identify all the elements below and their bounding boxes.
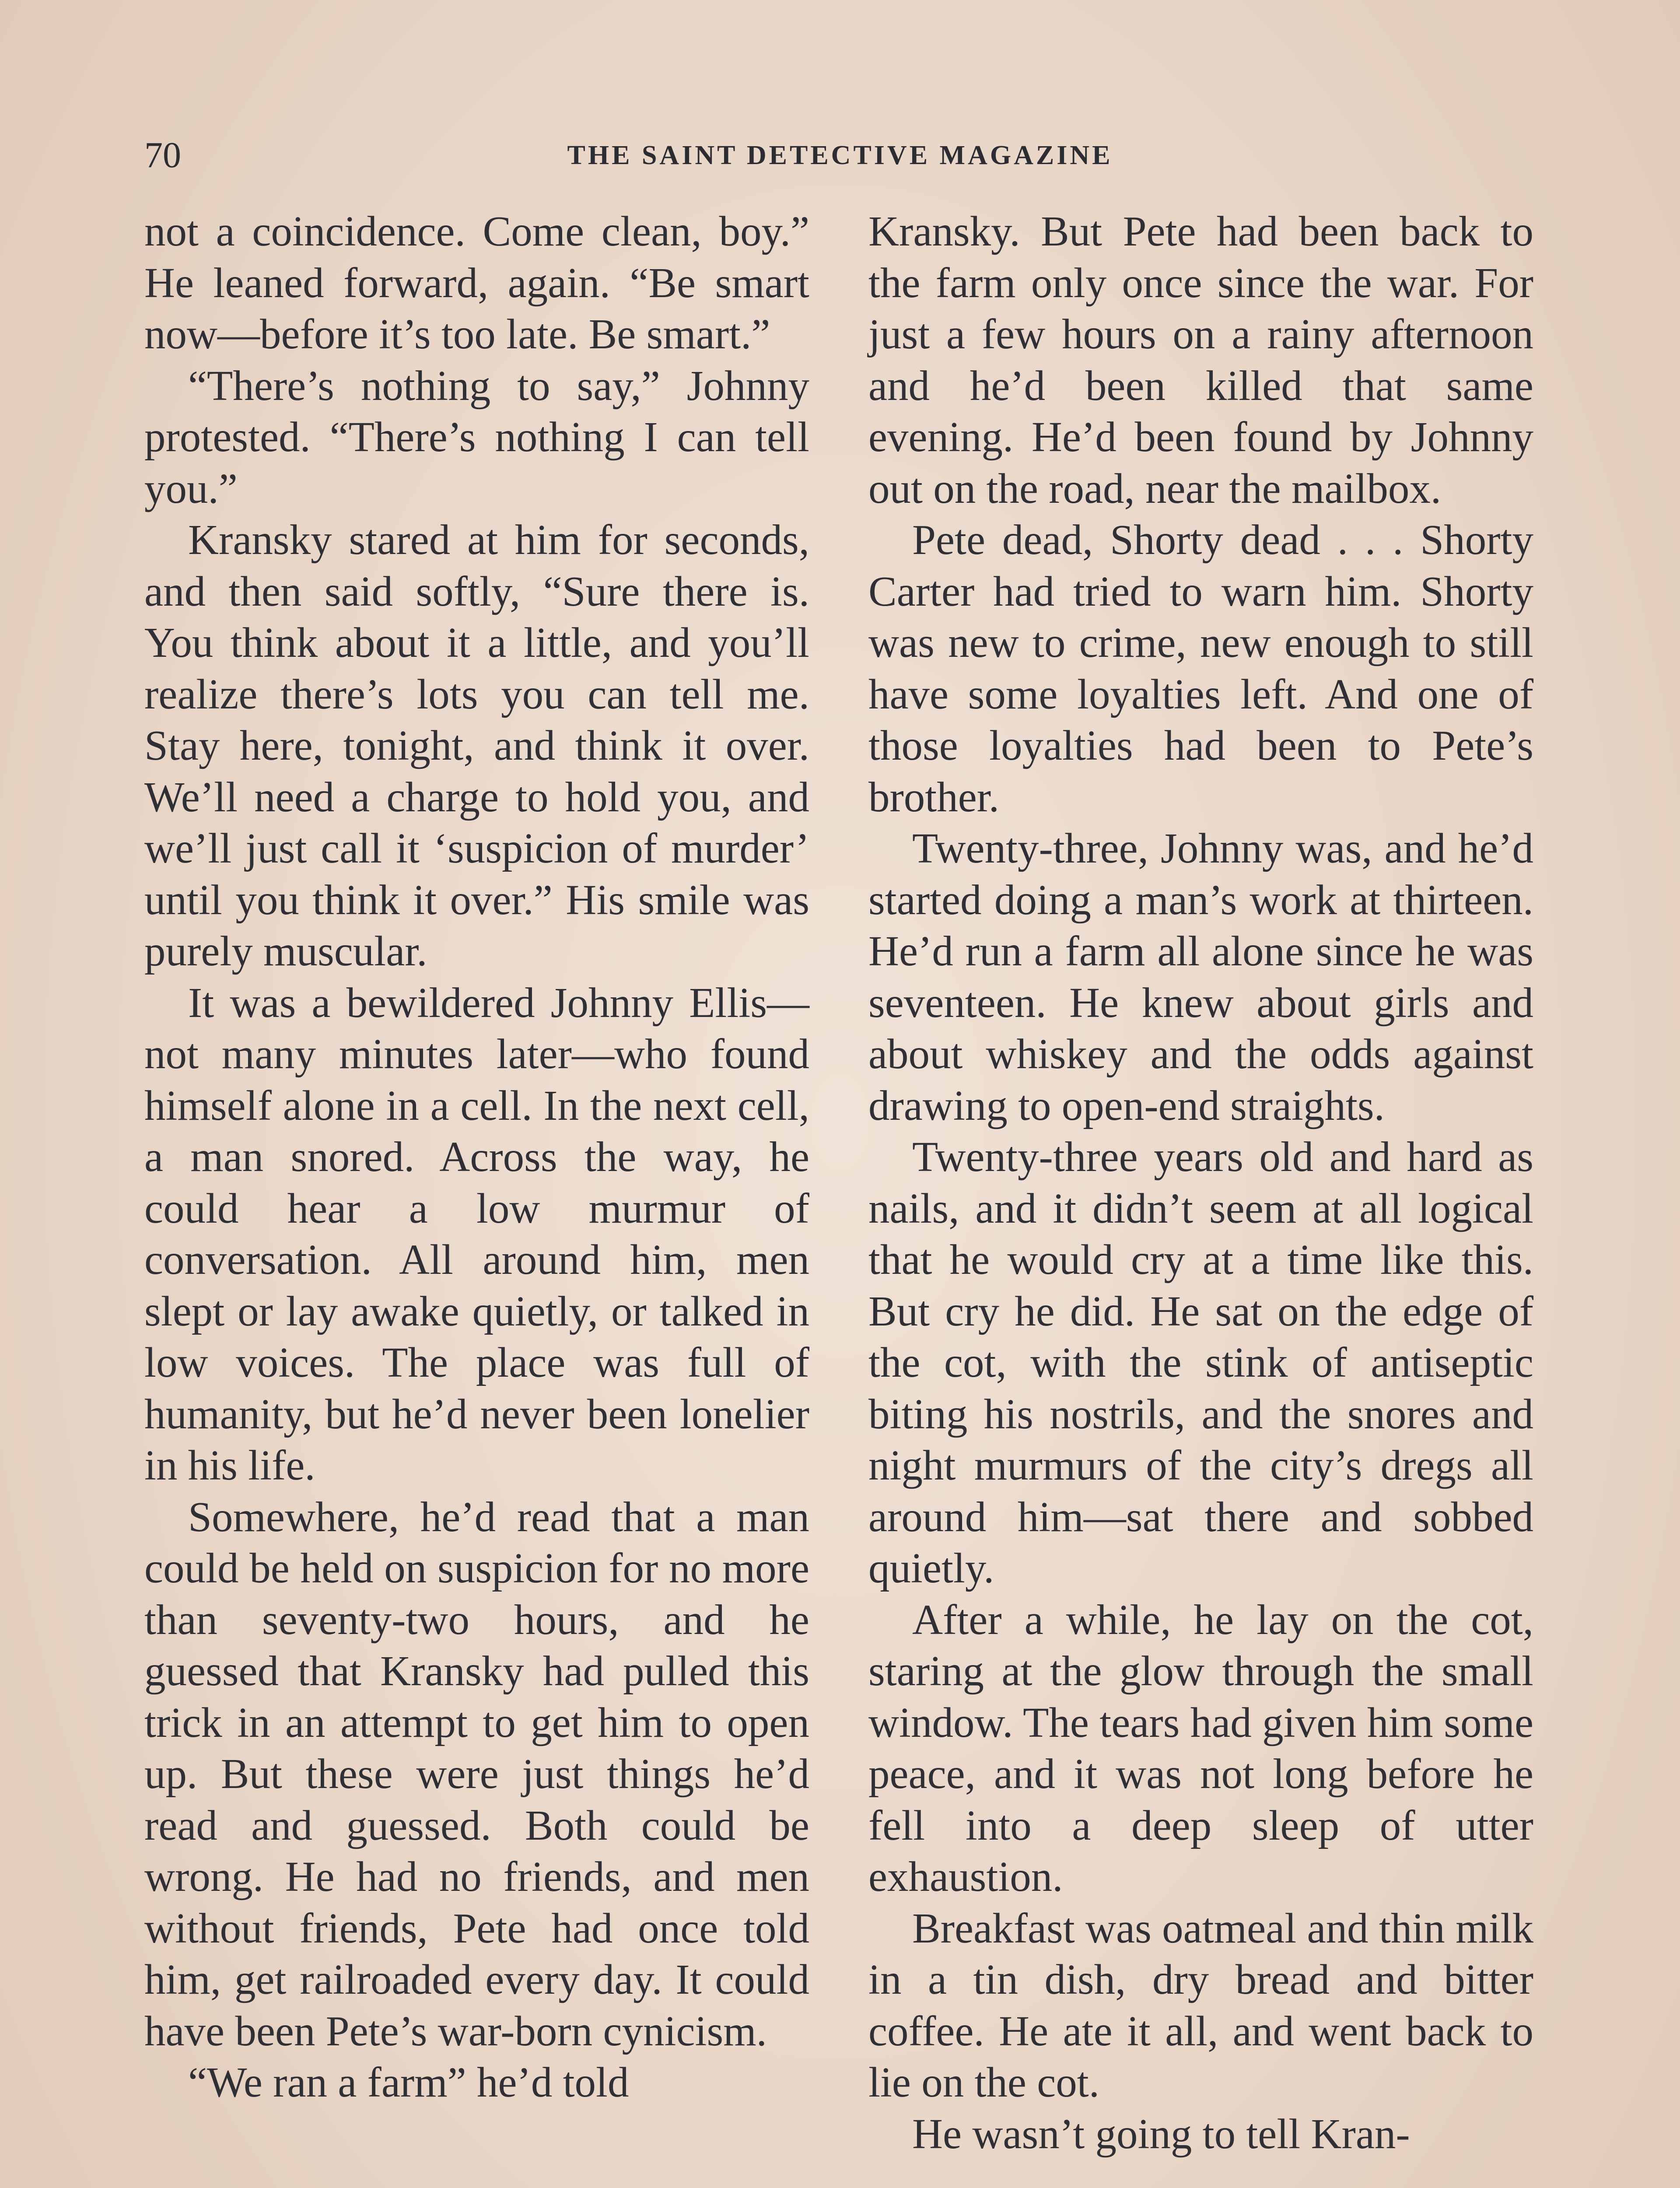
left-column	[144, 206, 809, 2108]
paragraph: Kransky. But Pete had been back to the farm only once since the war. For just a few hours on a rainy afternoon and he’d been killed that same evening. He’d been found by Johnny out on the road, near the mailbox.	[868, 208, 1533, 512]
paragraph: Kransky stared at him for seconds, and then said softly, “Sure there is. You think about it a little, and you’ll realize there’s lots you can tell me. Stay here, tonight, and think it over. We’ll need a charge to hold you, and we’ll just call it ‘suspicion of murder’ until you think it over.” His smile was purely muscular.	[144, 516, 809, 975]
paragraph: Pete dead, Shorty dead . . . Shorty Carter had tried to warn him. Shorty was new to crime, new enough to still have some loyalties left. And one of those loyalties had been to Pete’s brother.	[868, 516, 1533, 820]
paragraph: Breakfast was oatmeal and thin milk in a tin dish, dry bread and bitter coffee. He ate it all, and went back to lie on the cot.	[868, 1904, 1533, 2106]
paragraph: Twenty-three, Johnny was, and he’d started doing a man’s work at thirteen. He’d run a farm all alone since he was seventeen. He knew about girls and about whiskey and the odds against drawing to open-end straights.	[868, 825, 1533, 1129]
page-number: 70	[144, 135, 181, 175]
paragraph: It was a bewildered Johnny Ellis—not many minutes later—who found himself alone in a cell. In the next cell, a man snored. Across the way, he could hear a low murmur of conversation. All around him, men slept or lay awake quietly, or talked in low voices. The place was full of humanity, but he’d never been lonelier in his life.	[144, 979, 809, 1489]
running-title: THE SAINT DETECTIVE MAGAZINE	[567, 140, 1113, 170]
right-column	[868, 206, 1533, 2160]
paragraph: “There’s nothing to say,” Johnny protested. “There’s nothing I can tell you.”	[144, 362, 809, 512]
paragraph: After a while, he lay on the cot, staring at the glow through the small window. The tears had given him some peace, and it was not long before he fell into a deep sleep of utter exhaustion.	[868, 1596, 1533, 1900]
paragraph: Twenty-three years old and hard as nails, and it didn’t seem at all logical that he would cry at a time like this. But cry he did. He sat on the edge of the cot, with the stink of antiseptic biting his nostrils, and the snores and night murmurs of the city’s dregs all around him—sat there and sobbed quietly.	[868, 1133, 1533, 1592]
paragraph: Somewhere, he’d read that a man could be held on suspicion for no more than seventy-two hours, and he guessed that Kransky had pulled this trick in an attempt to get him to open up. But these were just things he’d read and guessed. Both could be wrong. He had no friends, and men without friends, Pete had once told him, get railroaded every day. It could have been Pete’s war-born cynicism.	[144, 1493, 809, 2055]
page-header	[144, 131, 1536, 179]
paragraph: He wasn’t going to tell Kran-	[912, 2110, 1410, 2157]
paragraph: “We ran a farm” he’d told	[188, 2059, 629, 2106]
paragraph: not a coincidence. Come clean, boy.” He leaned forward, again. “Be smart now—before it’s too late. Be smart.”	[144, 208, 809, 358]
